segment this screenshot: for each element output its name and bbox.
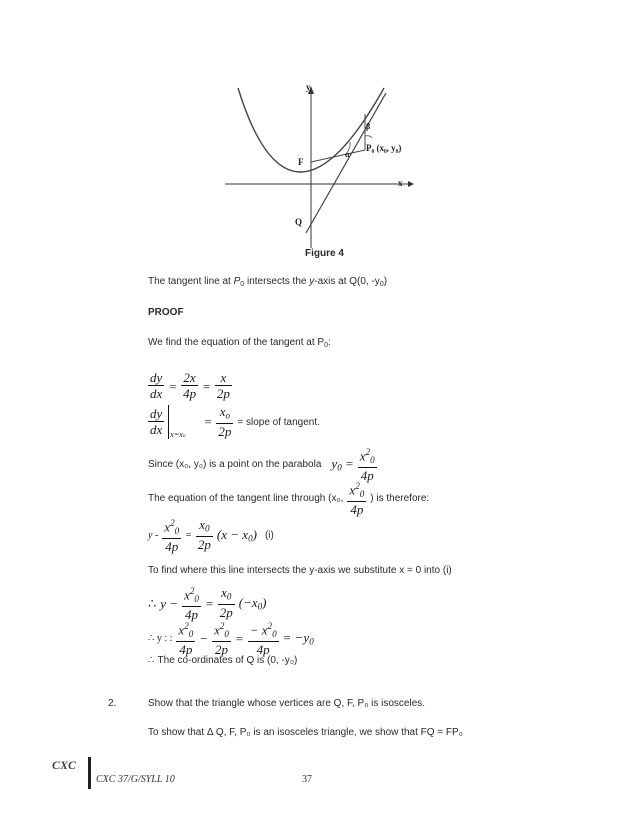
- substituted-equation: ∴ y − $\frac{x^2_0}{4p}$ = $\frac{x_0}{2p}$ $(-x_0)$: [148, 585, 267, 623]
- item-2-number: 2.: [108, 698, 117, 709]
- slope-at-x0-equation: $\frac{dy}{dx}$ x=x o = $\frac{x_o}{2p}$ = slope of tangent.: [150, 404, 320, 440]
- tangent-intersect-statement: The tangent line at $P_0$ intersects the y-axis at Q(0, $-y_0$): [148, 276, 388, 289]
- since-point-on-parabola: Since (x₀, y₀) is a point on the parabola $y_0$ = $\frac{x^2_0}{4p}$: [148, 447, 375, 484]
- page-number: 37: [302, 774, 312, 785]
- cxc-logo-text: CXC: [52, 758, 77, 772]
- derivative-equation: $\frac{dy}{dx}$ = $\frac{2x}{4p}$ = $\frac{x}{2p}$: [150, 370, 230, 401]
- footer-divider: [88, 757, 91, 789]
- p0-point-label: P₀ (x₀, y₀): [366, 143, 402, 153]
- beta-angle-label: β: [366, 122, 371, 131]
- proof-heading: PROOF: [148, 307, 184, 318]
- footer-code: CXC 37/G/SYLL 10: [96, 774, 175, 785]
- y-axis-label: y: [306, 82, 311, 92]
- x-axis-label: x: [398, 178, 403, 188]
- tangent-line-statement: The equation of the tangent line through (x₀, $\frac{x^2_0}{4p}$ ) is therefore:: [148, 481, 430, 518]
- q-point-label: Q: [295, 217, 303, 227]
- q-coordinates-statement: ∴ The co-ordinates of Q is (0, -y₀): [148, 655, 298, 666]
- substitute-statement: To find where this line intersects the y-axis we substitute x = 0 into (i): [148, 565, 452, 576]
- alpha-angle-label: α: [345, 150, 350, 159]
- tangent-equation-i: y - $\frac{x^2_0}{4p}$ = $\frac{x_0}{2p}$ $(x - x_0)$ (i): [148, 517, 274, 555]
- item-2-approach: To show that Δ Q, F, P₀ is an isosceles triangle, we show that FQ = FP₀: [148, 727, 463, 738]
- solved-y-equation: ∴ y : : $\frac{x^2_0}{4p}$ − $\frac{x^2_0}{2p}$ = $\frac{- x^2_0}{4p}$ = $-y_0$: [148, 621, 314, 658]
- cxc-logo: [52, 758, 92, 788]
- item-2-question: Show that the triangle whose vertices are Q, F, P₀ is isosceles.: [148, 698, 426, 709]
- figure-caption: Figure 4: [305, 248, 344, 259]
- focus-label: F: [298, 157, 304, 167]
- find-equation-text: We find the equation of the tangent at $P_0$:: [148, 337, 331, 350]
- figure-4-diagram: [220, 78, 430, 258]
